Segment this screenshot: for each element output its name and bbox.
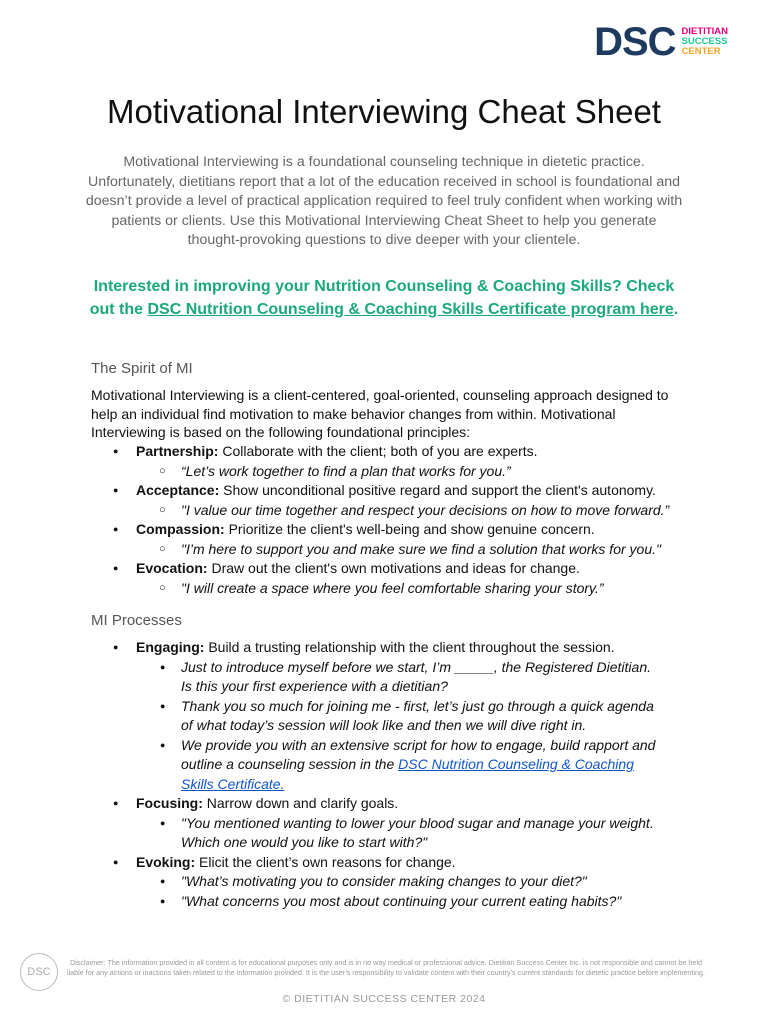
spirit-paragraph: Motivational Interviewing is a client-centered, goal-oriented, counseling approach designed to help an individual find motivation to make behavior changes from within. Motivational Interviewing is based on the following foundational principles:	[91, 387, 669, 440]
intro-paragraph: Motivational Interviewing is a foundational counseling technique in dietetic practice. Unfortunately, dietitians report that a lot of the education received in school is foundational and doesn’t provide a level of practical application required to feel truly confident when working with patients or clients. Use this Motivational Interviewing Cheat Sheet to help you generate thought-provoking questions to dive deeper with your clientele.	[85, 154, 683, 248]
section-heading-processes: MI Processes	[91, 612, 182, 629]
certificate-callout	[84, 276, 684, 321]
principle-term: Compassion:	[136, 521, 225, 537]
principle-term: Acceptance:	[136, 482, 220, 498]
certificate-program-link[interactable]: DSC Nutrition Counseling & Coaching Skills Certificate program here	[147, 300, 674, 318]
process-desc: Elicit the client’s own reasons for change.	[195, 853, 456, 870]
page-title: Motivational Interviewing Cheat Sheet	[107, 93, 661, 130]
logo-line-1: DIETITIAN	[681, 26, 728, 37]
principle-desc: Draw out the client's own motivations and ideas for change.	[207, 560, 580, 576]
example-quote: ○ "I’m here to support you and make sure we find a solution that works for you."	[136, 540, 691, 560]
certificate-link[interactable]: DSC Nutrition Counseling & Coaching Skills Certificate.	[181, 756, 634, 792]
list-item	[91, 638, 691, 794]
logo-wordmark	[682, 27, 728, 57]
disclaimer: Disclaimer: The information provided in all content is for educational purposes only and is in no way medical or professional advice. Dietitian Success Center Inc. is not responsible and cannot be held liable for any actions or inactions taken related to the information provided. It is the user’s responsibility to validate content with their country’s current standards for dietetic practice before implementing.	[66, 958, 706, 977]
callout-period: .	[673, 300, 679, 318]
list-item	[91, 481, 691, 520]
principles-list	[91, 442, 691, 598]
list-item	[91, 853, 691, 912]
logo-line-3: CENTER	[681, 46, 721, 57]
process-term: Evoking:	[136, 853, 196, 870]
principle-desc: Show unconditional positive regard and support the client's autonomy.	[219, 482, 656, 498]
example-script: ● Thank you so much for joining me - first, let’s just go through a quick agenda of what today’s session will look like and then we will dive right in.	[136, 697, 663, 736]
example-script: ● "What concerns you most about continuing your current eating habits?"	[136, 892, 663, 912]
process-term: Engaging:	[136, 639, 205, 655]
script-text: We provide you with an extensive script for how to engage, build rapport and outline a counseling session in the	[181, 736, 656, 772]
example-script: ● "What’s motivating you to consider making changes to your diet?"	[136, 872, 663, 892]
list-item	[91, 442, 691, 481]
principle-desc: Prioritize the client's well-being and show genuine concern.	[224, 521, 595, 537]
processes-list	[91, 638, 691, 911]
principle-desc: Collaborate with the client; both of you are experts.	[218, 443, 538, 459]
example-script: ● Just to introduce myself before we start, I’m _____, the Registered Dietitian. Is this your first experience with a dietitian?	[136, 658, 663, 697]
process-desc: Build a trusting relationship with the client throughout the session.	[204, 639, 615, 655]
logo-mark: DSC	[594, 20, 676, 64]
example-script	[136, 736, 663, 795]
list-item	[91, 794, 691, 853]
principle-term: Evocation:	[136, 560, 208, 576]
copyright: © DIETITIAN SUCCESS CENTER 2024	[282, 993, 486, 1005]
dsc-logo	[594, 22, 728, 62]
example-quote: ○ “Let’s work together to find a plan that works for you.”	[136, 462, 691, 482]
example-quote: ○ "I value our time together and respect your decisions on how to move forward.”	[136, 501, 691, 521]
list-item	[91, 520, 691, 559]
principle-term: Partnership:	[136, 443, 219, 459]
logo-line-2: SUCCESS	[681, 36, 728, 47]
list-item	[91, 559, 691, 598]
example-quote: ○ "I will create a space where you feel comfortable sharing your story.”	[136, 579, 691, 599]
dsc-seal-icon: DSC	[20, 953, 58, 991]
example-script: ● "You mentioned wanting to lower your blood sugar and manage your weight. Which one would you like to start with?"	[136, 814, 663, 853]
process-desc: Narrow down and clarify goals.	[202, 795, 399, 811]
process-term: Focusing:	[136, 795, 203, 811]
callout-text: Interested in improving your Nutrition Counseling & Coaching Skills? Check out the	[89, 278, 675, 318]
section-heading-spirit: The Spirit of MI	[91, 360, 193, 377]
